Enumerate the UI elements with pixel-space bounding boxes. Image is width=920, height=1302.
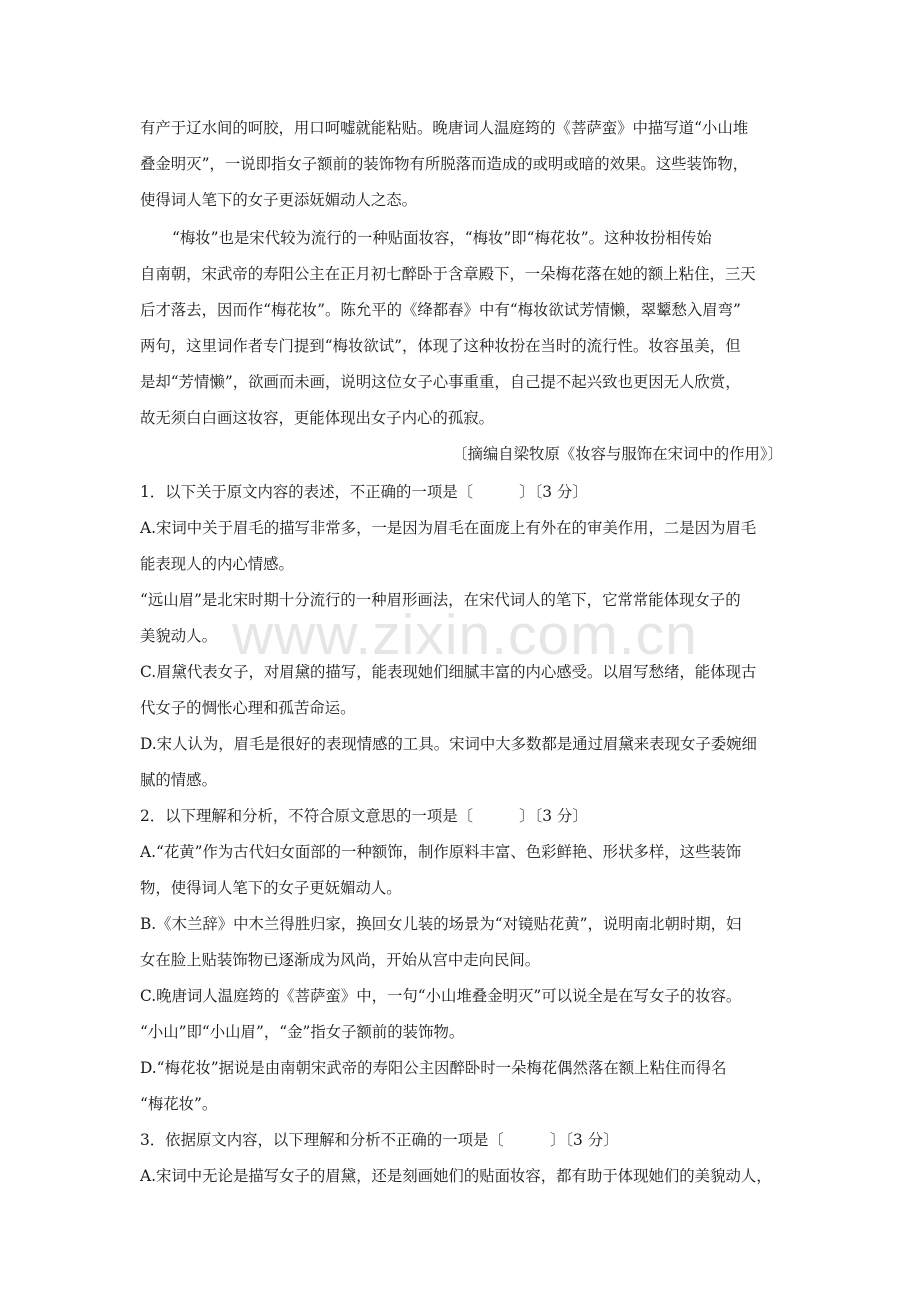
option-c: C.晚唐词人温庭筠的《菩萨蛮》中，一句“小山堆叠金明灭”可以说全是在写女子的妆容。 — [140, 987, 742, 1005]
text-line: 自南朝，宋武帝的寿阳公主在正月初七醉卧于含章殿下，一朵梅花落在她的额上粘住，三天 — [140, 265, 756, 283]
option-a-cont: 物，使得词人笔下的女子更妩媚动人。 — [140, 879, 402, 897]
text-line: 后才落去，因而作“梅花妆”。陈允平的《绛都春》中有“梅妆欲试芳情懒，翠颦愁入眉弯” — [140, 301, 741, 319]
option-b: “远山眉”是北宋时期十分流行的一种眉形画法，在宋代词人的笔下，它常常能体现女子的 — [140, 591, 741, 609]
option-b-cont: 美貌动人。 — [140, 627, 217, 645]
watermark: www.zixin.com.cn — [232, 603, 698, 667]
option-c-cont: “小山”即“小山眉”，“金”指女子额前的装饰物。 — [140, 1023, 465, 1041]
option-a: A.宋词中关于眉毛的描写非常多，一是因为眉毛在面庞上有外在的审美作用，二是因为眉毛 — [140, 519, 757, 537]
text-line: 有产于辽水间的呵胶，用口呵嘘就能粘贴。晚唐词人温庭筠的《菩萨蛮》中描写道“小山堆 — [140, 119, 749, 137]
option-c-cont: 代女子的惆怅心理和孤苦命运。 — [140, 699, 356, 717]
source-citation: 〔摘编自梁牧原《妆容与服饰在宋词中的作用》〕 — [452, 445, 783, 463]
text-line: 是却“芳情懒”，欲画而未画，说明这位女子心事重重，自己提不起兴致也更因无人欣赏， — [140, 373, 741, 391]
text-line: 两句，这里词作者专门提到“梅妆欲试”，体现了这种妆扮在当时的流行性。妆容虽美，但 — [140, 337, 741, 355]
option-d: D.宋人认为，眉毛是很好的表现情感的工具。宋词中大多数都是通过眉黛来表现女子委婉细 — [140, 735, 757, 753]
text-line: 叠金明灭”，一说即指女子额前的装饰物有所脱落而造成的或明或暗的效果。这些装饰物， — [140, 155, 749, 173]
option-a: A.“花黄”作为古代妇女面部的一种额饰，制作原料丰富、色彩鲜艳、形状多样，这些装饰 — [140, 843, 742, 861]
option-d: D.“梅花妆”据说是由南朝宋武帝的寿阳公主因醉卧时一朵梅花偶然落在额上粘住而得名 — [140, 1059, 727, 1077]
option-b-cont: 女在脸上贴装饰物已逐渐成为风尚，开始从宫中走向民间。 — [140, 951, 541, 969]
option-a: A.宋词中无论是描写女子的眉黛，还是刻画她们的贴面妆容，都有助于体现她们的美貌动人， — [140, 1167, 772, 1185]
question-2: 2．以下理解和分析，不符合原文意思的一项是〔 〕〔3 分〕 — [140, 807, 588, 825]
text-line: 使得词人笔下的女子更添妩媚动人之态。 — [140, 191, 418, 209]
question-3: 3．依据原文内容，以下理解和分析不正确的一项是〔 〕〔3 分〕 — [140, 1131, 619, 1149]
option-a-cont: 能表现人的内心情感。 — [140, 555, 294, 573]
question-1: 1．以下关于原文内容的表述，不正确的一项是〔 〕〔3 分〕 — [140, 483, 588, 501]
text-line: 故无须白白画这妆容，更能体现出女子内心的孤寂。 — [140, 409, 494, 427]
option-c: C.眉黛代表女子，对眉黛的描写，能表现她们细腻丰富的内心感受。以眉写愁绪，能体现古 — [140, 663, 757, 681]
option-d-cont: 腻的情感。 — [140, 771, 217, 789]
option-d-cont: “梅花妆”。 — [140, 1095, 218, 1113]
text-line: “梅妆”也是宋代较为流行的一种贴面妆容，“梅妆”即“梅花妆”。这种妆扮相传始 — [172, 229, 712, 247]
option-b: B.《木兰辞》中木兰得胜归家，换回女儿装的场景为“对镜贴花黄”，说明南北朝时期，妇 — [140, 915, 742, 933]
